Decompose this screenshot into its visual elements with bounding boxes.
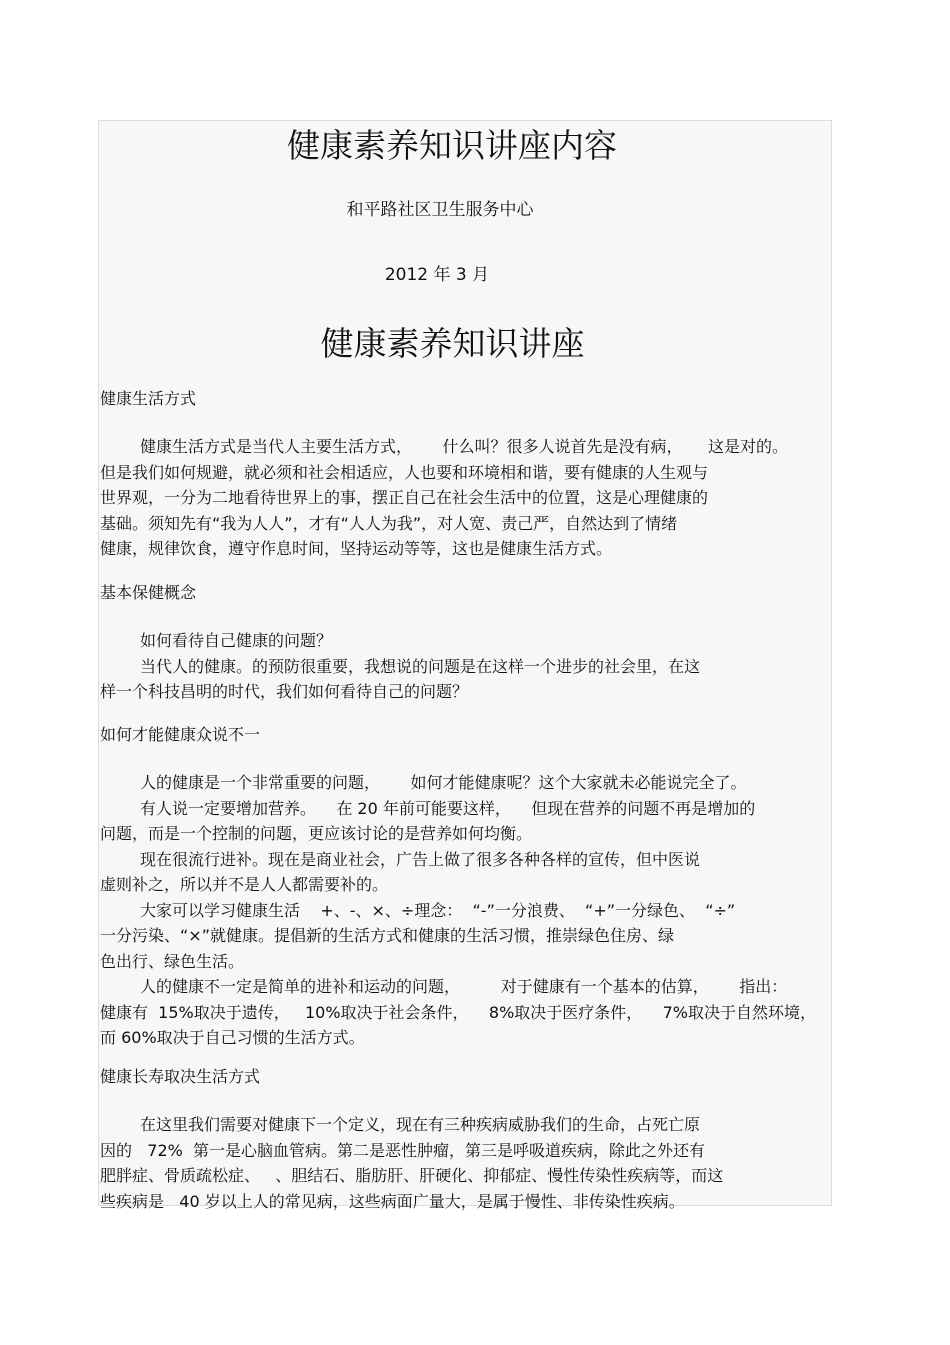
- section-healthy-lifestyle: [100, 388, 840, 562]
- section-heading: 健康生活方式: [100, 389, 197, 408]
- paragraph-line: 些疾病是 40 岁以上人的常见病，这些病面广量大，是属于慢性、非传染性疾病。: [100, 1191, 685, 1211]
- paragraph-line: 但是我们如何规避，就必须和社会相适应，人也要和环境相和谐，要有健康的人生观与: [100, 462, 709, 482]
- paragraph-line: 在这里我们需要对健康下一个定义，现在有三种疾病威胁我们的生命，占死亡原: [140, 1115, 701, 1134]
- paragraph-line: 世界观，一分为二地看待世界上的事，摆正自己在社会生活中的位置，这是心理健康的: [100, 488, 709, 507]
- paragraph-line: 问题，而是一个控制的问题，更应该讨论的是营养如何均衡。: [100, 824, 533, 843]
- paragraph-line: 健康生活方式是当代人主要生活方式， 什么叫？很多人说首先是没有病， 这是对的。: [140, 437, 788, 456]
- paragraph-line: 健康有 15%取决于遗传， 10%取决于社会条件， 8%取决于医疗条件， 7%取决于自然环境，: [100, 1002, 817, 1022]
- paragraph-line: 因的 72% 第一是心脑血管病。第二是恶性肿瘤，第三是呼吸道疾病，除此之外还有: [100, 1140, 705, 1160]
- paragraph-line: 肥胖症、骨质疏松症、 、胆结石、脂肪肝、肝硬化、抑郁症、慢性传染性疾病等，而这: [100, 1166, 724, 1185]
- section-longevity-lifestyle: [100, 1066, 840, 1214]
- paragraph-line: 而 60%取决于自己习惯的生活方式。: [100, 1028, 365, 1047]
- paragraph-line: 人的健康不一定是简单的进补和运动的问题， 对于健康有一个基本的估算， 指出：: [140, 977, 788, 996]
- paragraph-line: 一分污染、“×”就健康。提倡新的生活方式和健康的生活习惯，推崇绿色住房、绿: [100, 926, 674, 945]
- document-date: 2012 年 3 月: [384, 265, 490, 285]
- section-basic-health-concepts: [100, 582, 840, 705]
- paragraph-line: 色出行、绿色生活。: [100, 951, 245, 971]
- document-title: 健康素养知识讲座内容: [287, 126, 617, 165]
- section-heading: 健康长寿取决生活方式: [100, 1067, 261, 1086]
- paragraph-line: 人的健康是一个非常重要的问题， 如何才能健康呢？这个大家就未必能说完全了。: [140, 773, 747, 792]
- paragraph-line: 现在很流行进补。现在是商业社会，广告上做了很多各种各样的宣传，但中医说: [140, 849, 701, 869]
- section-heading: 基本保健概念: [100, 583, 197, 602]
- paragraph-line: 健康，规律饮食，遵守作息时间，坚持运动等等，这也是健康生活方式。: [100, 539, 613, 558]
- section-heading: 如何才能健康众说不一: [100, 725, 261, 744]
- paragraph-line: 如何看待自己健康的问题？: [140, 631, 333, 650]
- organization-name: 和平路社区卫生服务中心: [346, 200, 534, 220]
- paragraph-line: 有人说一定要增加营养。 在 20 年前可能要这样， 但现在营养的问题不再是增加的: [140, 798, 756, 818]
- paragraph-line: 基础。须知先有“我为人人”，才有“人人为我”，对人宽、责己严，自然达到了情绪: [100, 513, 678, 533]
- section-how-to-be-healthy: [100, 724, 840, 1051]
- paragraph-line: 当代人的健康。的预防很重要，我想说的问题是在这样一个进步的社会里，在这: [140, 656, 701, 676]
- paragraph-line: 虚则补之，所以并不是人人都需要补的。: [100, 875, 389, 894]
- lecture-title: 健康素养知识讲座: [320, 324, 585, 363]
- paragraph-line: 大家可以学习健康生活 +、-、×、÷理念： “-”一分浪费、 “+”一分绿色、 “÷”: [140, 900, 736, 920]
- paragraph-line: 样一个科技昌明的时代，我们如何看待自己的问题？: [100, 682, 469, 701]
